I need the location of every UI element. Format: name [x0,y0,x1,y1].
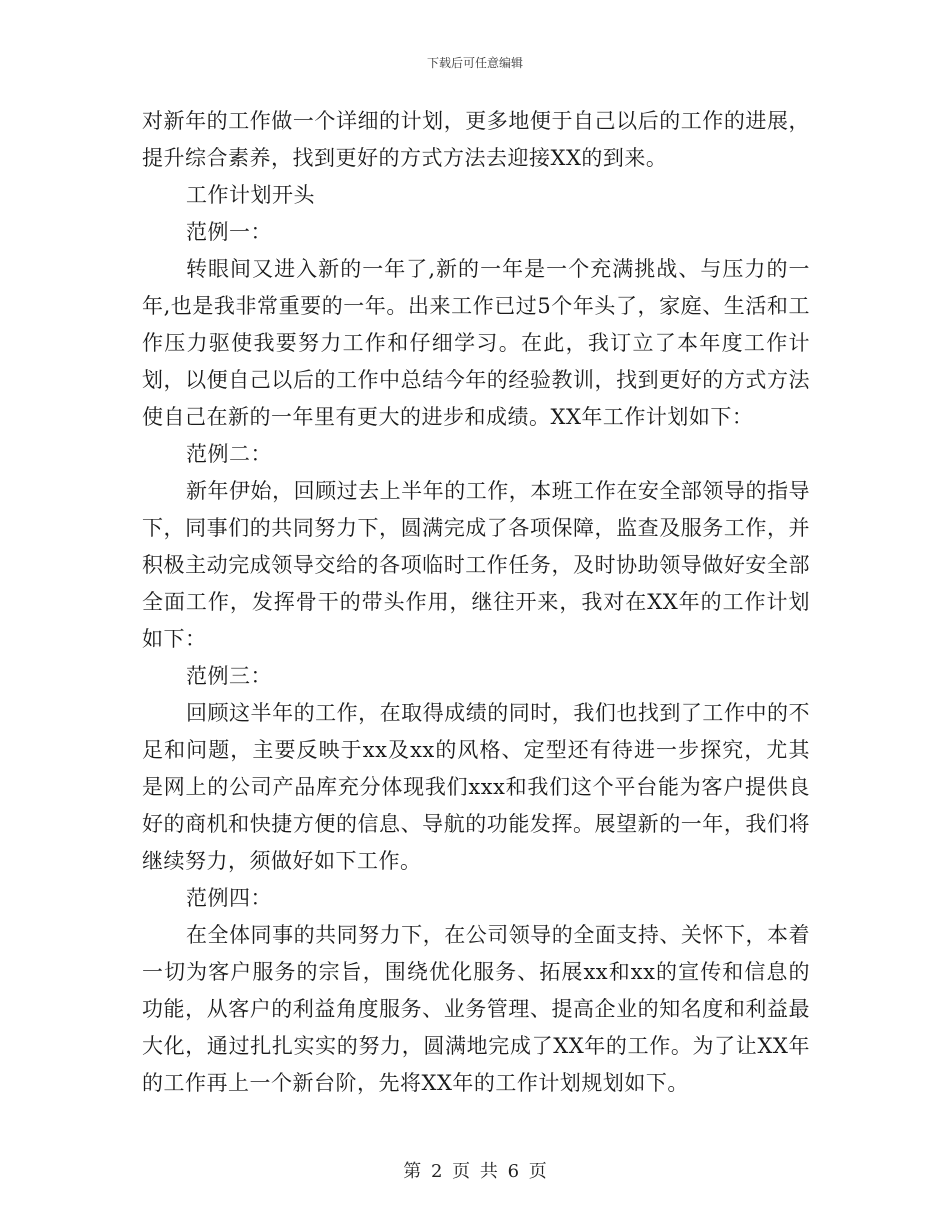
page-header-note: 下载后可任意编辑 [426,56,523,70]
paragraph: 对新年的工作做一个详细的计划，更多地便于自己以后的工作的进展，提升综合素养，找到更好的方式方法去迎接XX的到来。 [142,109,810,170]
page-number: 第 2 页 共 6 页 [403,1161,547,1182]
paragraph: 范例三： [186,664,272,688]
paragraph: 在全体同事的共同努力下，在公司领导的全面支持、关怀下，本着一切为客户服务的宗旨，围绕优化服务、拓展xx和xx的宣传和信息的功能，从客户的利益角度服务、业务管理、提高企业的知名度和利益最大化，通过扎扎实实的努力，圆满地完成了XX年的工作。为了让XX年的工作再上一个新台阶，先将XX年的工作计划规划如下。 [142,923,810,1095]
paragraph: 范例二： [186,442,272,466]
paragraph: 范例四： [186,886,272,910]
paragraph: 回顾这半年的工作，在取得成绩的同时，我们也找到了工作中的不足和问题，主要反映于xx及xx的风格、定型还有待进一步探究，尤其是网上的公司产品库充分体现我们xxx和我们这个平台能为客户提供良好的商机和快捷方便的信息、导航的功能发挥。展望新的一年，我们将继续努力，须做好如下工作。 [142,701,810,873]
paragraph: 新年伊始，回顾过去上半年的工作，本班工作在安全部领导的指导下，同事们的共同努力下，圆满完成了各项保障，监查及服务工作，并积极主动完成领导交给的各项临时工作任务，及时协助领导做好安全部全面工作，发挥骨干的带头作用，继往开来，我对在XX年的工作计划如下： [142,479,810,651]
paragraph: 范例一： [186,220,272,244]
paragraph: 转眼间又进入新的一年了,新的一年是一个充满挑战、与压力的一年,也是我非常重要的一年。出来工作已过5个年头了，家庭、生活和工作压力驱使我要努力工作和仔细学习。在此，我订立了本年度工作计划，以便自己以后的工作中总结今年的经验教训，找到更好的方式方法使自己在新的一年里有更大的进步和成绩。XX年工作计划如下： [142,257,810,429]
paragraph: 工作计划开头 [186,183,315,207]
document-body [142,103,810,1102]
